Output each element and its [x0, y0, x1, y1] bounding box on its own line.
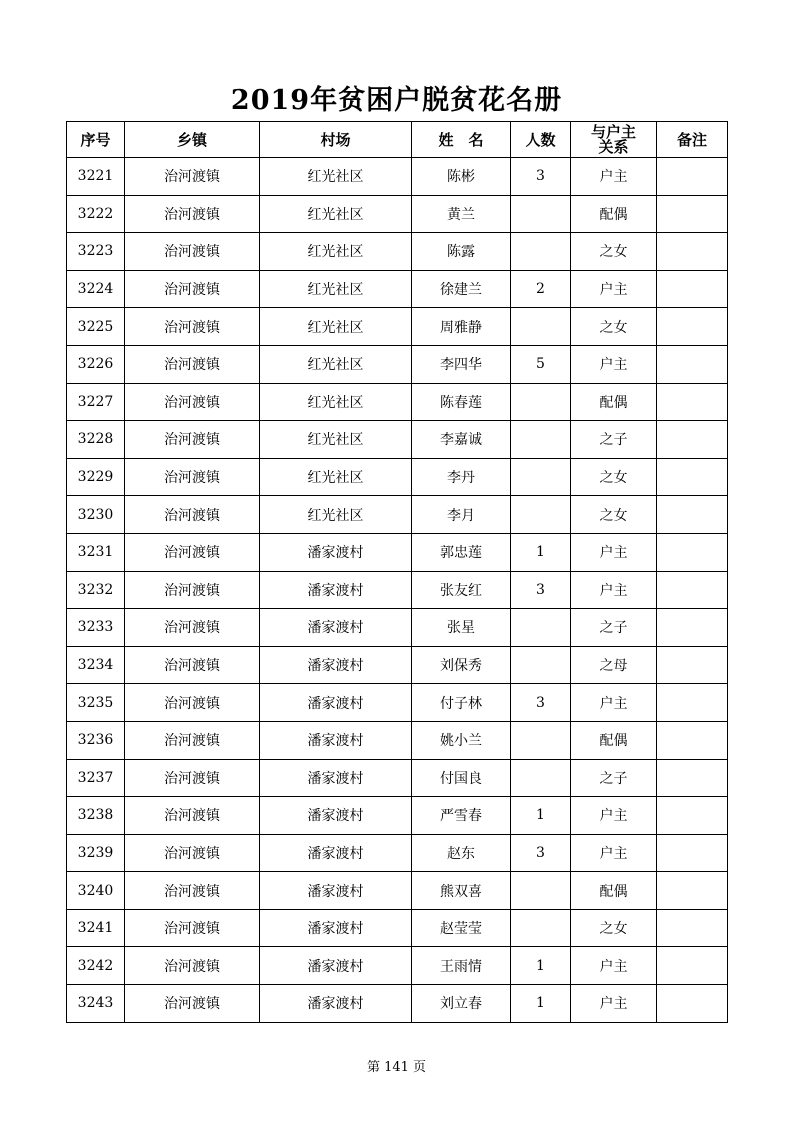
cell-count [511, 421, 571, 459]
cell-remark [657, 947, 728, 985]
roster-body [67, 158, 728, 1023]
cell-remark [657, 834, 728, 872]
cell-seq: 3239 [67, 834, 125, 872]
cell-village: 红光社区 [260, 458, 412, 496]
header-relation-line2: 关系 [598, 137, 629, 156]
cell-town: 治河渡镇 [125, 270, 260, 308]
cell-relation: 户主 [571, 947, 657, 985]
cell-count: 1 [511, 985, 571, 1023]
cell-town: 治河渡镇 [125, 872, 260, 910]
cell-village: 红光社区 [260, 233, 412, 271]
header-remark: 备注 [657, 122, 728, 158]
cell-town: 治河渡镇 [125, 496, 260, 534]
cell-remark [657, 609, 728, 647]
poverty-roster-table [66, 121, 728, 1023]
cell-count: 3 [511, 834, 571, 872]
cell-name: 张友红 [412, 571, 511, 609]
cell-relation: 之女 [571, 496, 657, 534]
cell-name: 赵莹莹 [412, 909, 511, 947]
cell-remark [657, 646, 728, 684]
table-row [67, 909, 728, 947]
table-row [67, 233, 728, 271]
cell-town: 治河渡镇 [125, 458, 260, 496]
cell-remark [657, 233, 728, 271]
header-row [67, 122, 728, 158]
cell-seq: 3242 [67, 947, 125, 985]
header-town: 乡镇 [125, 122, 260, 158]
cell-relation: 户主 [571, 571, 657, 609]
table-row [67, 421, 728, 459]
cell-town: 治河渡镇 [125, 233, 260, 271]
cell-town: 治河渡镇 [125, 759, 260, 797]
cell-relation: 之女 [571, 233, 657, 271]
cell-seq: 3225 [67, 308, 125, 346]
cell-name: 李月 [412, 496, 511, 534]
cell-seq: 3232 [67, 571, 125, 609]
cell-count: 1 [511, 797, 571, 835]
cell-seq: 3231 [67, 533, 125, 571]
cell-seq: 3235 [67, 684, 125, 722]
cell-town: 治河渡镇 [125, 721, 260, 759]
cell-town: 治河渡镇 [125, 684, 260, 722]
cell-name: 徐建兰 [412, 270, 511, 308]
table-row [67, 609, 728, 647]
cell-count: 1 [511, 533, 571, 571]
cell-remark [657, 308, 728, 346]
cell-village: 红光社区 [260, 383, 412, 421]
cell-town: 治河渡镇 [125, 533, 260, 571]
cell-town: 治河渡镇 [125, 345, 260, 383]
cell-town: 治河渡镇 [125, 421, 260, 459]
cell-town: 治河渡镇 [125, 383, 260, 421]
cell-relation: 户主 [571, 684, 657, 722]
cell-village: 红光社区 [260, 158, 412, 196]
table-row [67, 947, 728, 985]
cell-remark [657, 383, 728, 421]
cell-relation: 户主 [571, 797, 657, 835]
cell-name: 陈彬 [412, 158, 511, 196]
cell-seq: 3233 [67, 609, 125, 647]
cell-town: 治河渡镇 [125, 195, 260, 233]
cell-remark [657, 270, 728, 308]
cell-count [511, 496, 571, 534]
cell-town: 治河渡镇 [125, 947, 260, 985]
cell-town: 治河渡镇 [125, 797, 260, 835]
cell-town: 治河渡镇 [125, 985, 260, 1023]
cell-remark [657, 797, 728, 835]
table-row [67, 759, 728, 797]
cell-village: 红光社区 [260, 421, 412, 459]
cell-remark [657, 909, 728, 947]
cell-seq: 3234 [67, 646, 125, 684]
table-row [67, 985, 728, 1023]
cell-town: 治河渡镇 [125, 909, 260, 947]
cell-remark [657, 759, 728, 797]
page-number: 第 141 页 [366, 1060, 427, 1075]
header-count: 人数 [511, 122, 571, 158]
cell-remark [657, 421, 728, 459]
cell-name: 黄兰 [412, 195, 511, 233]
cell-relation: 配偶 [571, 721, 657, 759]
cell-name: 严雪春 [412, 797, 511, 835]
cell-relation: 配偶 [571, 872, 657, 910]
cell-remark [657, 345, 728, 383]
cell-name: 付子林 [412, 684, 511, 722]
table-row [67, 496, 728, 534]
cell-seq: 3226 [67, 345, 125, 383]
cell-relation: 户主 [571, 985, 657, 1023]
cell-village: 潘家渡村 [260, 571, 412, 609]
cell-count [511, 383, 571, 421]
cell-remark [657, 684, 728, 722]
cell-village: 潘家渡村 [260, 909, 412, 947]
cell-count: 3 [511, 684, 571, 722]
cell-seq: 3243 [67, 985, 125, 1023]
cell-remark [657, 458, 728, 496]
cell-town: 治河渡镇 [125, 609, 260, 647]
cell-village: 潘家渡村 [260, 834, 412, 872]
cell-village: 红光社区 [260, 345, 412, 383]
cell-name: 刘立春 [412, 985, 511, 1023]
cell-town: 治河渡镇 [125, 646, 260, 684]
cell-name: 刘保秀 [412, 646, 511, 684]
table-row [67, 797, 728, 835]
table-row [67, 270, 728, 308]
cell-name: 王雨情 [412, 947, 511, 985]
cell-relation: 之子 [571, 421, 657, 459]
cell-count [511, 909, 571, 947]
cell-seq: 3237 [67, 759, 125, 797]
cell-town: 治河渡镇 [125, 308, 260, 346]
cell-remark [657, 158, 728, 196]
cell-village: 红光社区 [260, 270, 412, 308]
cell-seq: 3240 [67, 872, 125, 910]
cell-remark [657, 872, 728, 910]
cell-village: 红光社区 [260, 195, 412, 233]
header-relation-line1: 与户主 [590, 122, 636, 141]
cell-count [511, 721, 571, 759]
cell-count [511, 195, 571, 233]
cell-name: 付国良 [412, 759, 511, 797]
cell-relation: 之子 [571, 759, 657, 797]
cell-count [511, 759, 571, 797]
cell-count: 5 [511, 345, 571, 383]
cell-town: 治河渡镇 [125, 571, 260, 609]
cell-name: 陈露 [412, 233, 511, 271]
cell-town: 治河渡镇 [125, 158, 260, 196]
cell-relation: 户主 [571, 270, 657, 308]
cell-village: 潘家渡村 [260, 609, 412, 647]
cell-name: 周雅静 [412, 308, 511, 346]
table-row [67, 158, 728, 196]
cell-village: 红光社区 [260, 496, 412, 534]
cell-village: 潘家渡村 [260, 533, 412, 571]
cell-name: 姚小兰 [412, 721, 511, 759]
table-row [67, 345, 728, 383]
cell-count [511, 872, 571, 910]
cell-village: 潘家渡村 [260, 721, 412, 759]
cell-seq: 3238 [67, 797, 125, 835]
cell-seq: 3236 [67, 721, 125, 759]
cell-seq: 3223 [67, 233, 125, 271]
cell-village: 潘家渡村 [260, 797, 412, 835]
cell-relation: 户主 [571, 533, 657, 571]
cell-relation: 配偶 [571, 383, 657, 421]
cell-name: 张星 [412, 609, 511, 647]
table-row [67, 571, 728, 609]
cell-count [511, 233, 571, 271]
table-row [67, 834, 728, 872]
cell-name: 李嘉诚 [412, 421, 511, 459]
cell-count [511, 458, 571, 496]
cell-remark [657, 571, 728, 609]
table-row [67, 533, 728, 571]
cell-remark [657, 721, 728, 759]
table-row [67, 684, 728, 722]
cell-seq: 3230 [67, 496, 125, 534]
cell-village: 红光社区 [260, 308, 412, 346]
cell-village: 潘家渡村 [260, 872, 412, 910]
table-row [67, 195, 728, 233]
cell-relation: 之女 [571, 909, 657, 947]
cell-name: 李四华 [412, 345, 511, 383]
cell-remark [657, 195, 728, 233]
cell-relation: 户主 [571, 834, 657, 872]
table-row [67, 646, 728, 684]
cell-seq: 3228 [67, 421, 125, 459]
cell-seq: 3241 [67, 909, 125, 947]
cell-seq: 3221 [67, 158, 125, 196]
cell-name: 李丹 [412, 458, 511, 496]
cell-name: 郭忠莲 [412, 533, 511, 571]
cell-relation: 之子 [571, 609, 657, 647]
cell-seq: 3227 [67, 383, 125, 421]
cell-count: 3 [511, 571, 571, 609]
cell-seq: 3229 [67, 458, 125, 496]
cell-remark [657, 985, 728, 1023]
cell-count: 1 [511, 947, 571, 985]
cell-count: 2 [511, 270, 571, 308]
header-name: 姓 名 [412, 122, 511, 158]
cell-seq: 3222 [67, 195, 125, 233]
header-seq: 序号 [67, 122, 125, 158]
cell-count [511, 609, 571, 647]
cell-name: 赵东 [412, 834, 511, 872]
document-title: 2019年贫困户脱贫花名册 [230, 85, 563, 116]
cell-count: 3 [511, 158, 571, 196]
cell-village: 潘家渡村 [260, 646, 412, 684]
table-row [67, 872, 728, 910]
cell-relation: 之女 [571, 308, 657, 346]
cell-relation: 之女 [571, 458, 657, 496]
cell-village: 潘家渡村 [260, 985, 412, 1023]
cell-village: 潘家渡村 [260, 759, 412, 797]
cell-relation: 户主 [571, 158, 657, 196]
cell-remark [657, 496, 728, 534]
table-row [67, 383, 728, 421]
cell-relation: 户主 [571, 345, 657, 383]
header-relation [571, 122, 657, 158]
cell-count [511, 308, 571, 346]
table-row [67, 458, 728, 496]
cell-name: 熊双喜 [412, 872, 511, 910]
table-row [67, 308, 728, 346]
cell-village: 潘家渡村 [260, 947, 412, 985]
cell-remark [657, 533, 728, 571]
cell-village: 潘家渡村 [260, 684, 412, 722]
cell-name: 陈春莲 [412, 383, 511, 421]
cell-count [511, 646, 571, 684]
cell-seq: 3224 [67, 270, 125, 308]
cell-town: 治河渡镇 [125, 834, 260, 872]
table-row [67, 721, 728, 759]
header-village: 村场 [260, 122, 412, 158]
cell-relation: 之母 [571, 646, 657, 684]
cell-relation: 配偶 [571, 195, 657, 233]
